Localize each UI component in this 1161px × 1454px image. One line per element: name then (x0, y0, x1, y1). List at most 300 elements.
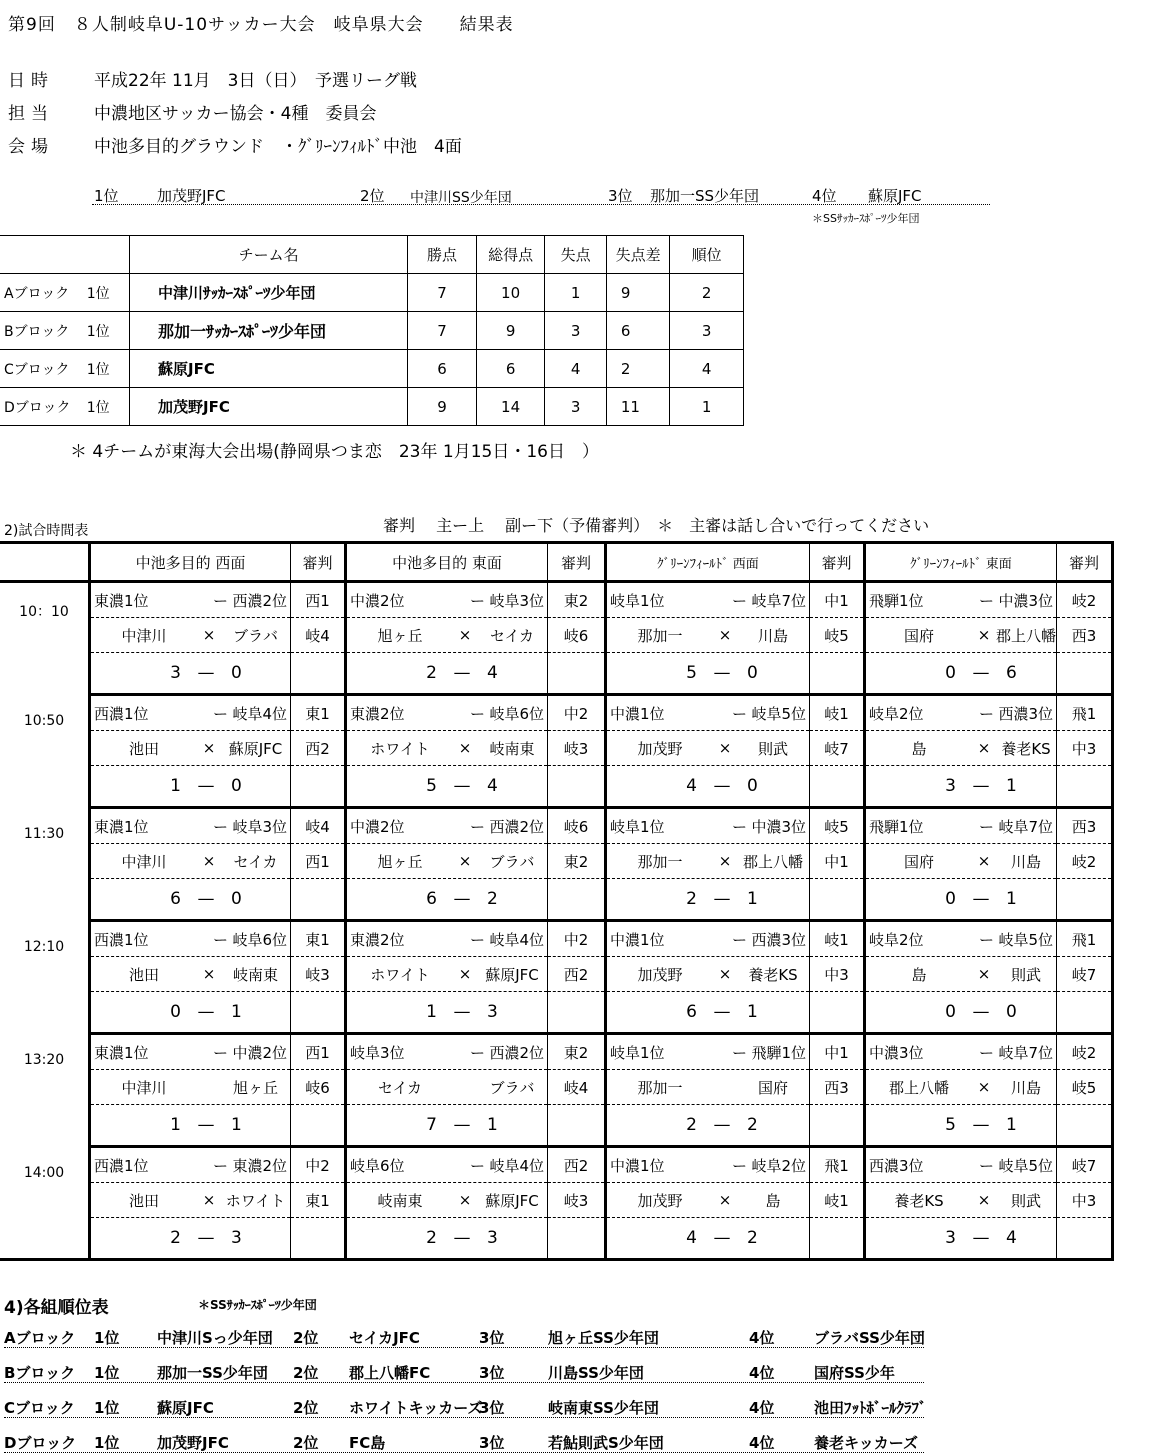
referee-main: 岐5 (810, 808, 865, 844)
match-score (606, 1218, 810, 1260)
score-b: 1 (231, 1115, 242, 1135)
match-seeds (606, 921, 810, 957)
referee-main: 西1 (291, 582, 346, 618)
score-a: 0 (945, 889, 956, 909)
referee-empty (1057, 766, 1113, 808)
header-goal-diff: 失点差 (606, 236, 670, 274)
seed-b: 岐阜6位 (232, 930, 287, 949)
score-b: 0 (747, 776, 758, 796)
seed-b: 中濃2位 (232, 1043, 287, 1062)
versus-mark: × (718, 739, 732, 757)
field-header-2: 中池多目的 東面 (346, 543, 548, 582)
seed-b: 岐阜4位 (232, 704, 287, 723)
score-a: 5 (945, 1115, 956, 1135)
table-row (0, 312, 744, 350)
match-teams (90, 731, 291, 766)
rank-label: 2位 (293, 1399, 319, 1417)
match-score (865, 879, 1057, 921)
match-score (346, 653, 548, 695)
seed-a: 飛騨1位 (869, 817, 924, 836)
match-teams (346, 844, 548, 879)
points: 6 (408, 350, 477, 388)
seed-a: 岐阜3位 (350, 1043, 405, 1062)
versus-dash: ー (212, 817, 228, 836)
goals-for: 6 (476, 350, 545, 388)
team-a: 中津川 (121, 626, 167, 645)
score-dash: — (197, 1228, 215, 1248)
schedule-header-row (0, 543, 1113, 582)
table-row (0, 879, 1113, 921)
slot-time: 13:20 (0, 1034, 90, 1147)
match-teams (865, 1183, 1057, 1218)
versus-dash: ー (978, 704, 994, 723)
match-seeds (346, 695, 548, 731)
referee-sub: 岐3 (548, 731, 606, 766)
table-row (0, 808, 1113, 844)
referee-empty (548, 653, 606, 695)
match-seeds (865, 695, 1057, 731)
table-row (0, 731, 1113, 766)
team-a: ホワイト (370, 739, 430, 758)
block-label: Aブロック (0, 274, 87, 312)
team-name: 養老キッカーズ (814, 1434, 918, 1452)
score-b: 1 (747, 889, 758, 909)
referee-sub: 東2 (548, 844, 606, 879)
team-b: 蘇原JFC (485, 1191, 539, 1210)
team-a: 郡上八幡 (888, 1078, 949, 1097)
referee-main: 東1 (291, 695, 346, 731)
match-teams (865, 957, 1057, 992)
versus-mark: × (718, 965, 732, 983)
versus-mark: × (718, 626, 732, 644)
score-a: 7 (426, 1115, 437, 1135)
info-date-label: 日時 (8, 71, 54, 91)
goals-against: 1 (545, 274, 606, 312)
seed-a: 岐阜1位 (610, 591, 665, 610)
referee-empty (810, 653, 865, 695)
ref-header: 審判 (291, 543, 346, 582)
score-a: 1 (170, 776, 181, 796)
versus-dash: ー (978, 817, 994, 836)
referee-main: 中1 (810, 582, 865, 618)
score-a: 2 (426, 663, 437, 683)
team-name: 川島SS少年団 (548, 1364, 644, 1382)
header-rank: 順位 (670, 236, 744, 274)
versus-dash: ー (978, 1156, 994, 1175)
referee-sub: 岐5 (810, 618, 865, 653)
score-a: 2 (426, 1228, 437, 1248)
match-teams (865, 618, 1057, 653)
dotted-divider (4, 1347, 924, 1348)
score-dash: — (972, 1002, 990, 1022)
team-b: 蘇原JFC (228, 739, 283, 758)
match-seeds (606, 582, 810, 618)
seed-b: 岐阜5位 (998, 1156, 1053, 1175)
score-b: 1 (1006, 889, 1017, 909)
versus-mark: × (718, 852, 732, 870)
match-seeds (90, 582, 291, 618)
score-dash: — (713, 1228, 731, 1248)
standings-row (4, 1432, 964, 1454)
team-a: 加茂野 (637, 739, 683, 758)
seed-a: 東濃2位 (350, 930, 405, 949)
match-teams (346, 731, 548, 766)
block-label: Dブロック (0, 388, 87, 426)
versus-dash: ー (212, 704, 228, 723)
info-venue (8, 132, 462, 157)
goals-for: 14 (476, 388, 545, 426)
referee-main: 飛1 (1057, 921, 1113, 957)
match-teams (346, 618, 548, 653)
score-b: 3 (487, 1228, 498, 1248)
score-a: 0 (945, 663, 956, 683)
score-a: 0 (945, 1002, 956, 1022)
versus-dash: ー (212, 1156, 228, 1175)
referee-main: 中2 (548, 695, 606, 731)
referee-sub: 西2 (291, 731, 346, 766)
score-b: 2 (747, 1115, 758, 1135)
team-a: 養老KS (894, 1191, 944, 1210)
referee-sub: 中1 (810, 844, 865, 879)
seed-b: 西濃3位 (998, 704, 1053, 723)
rank-label: 1位 (94, 1399, 120, 1417)
score-a: 5 (686, 663, 697, 683)
standings-note: ＊SSｻｯｶｰｽﾎﾟｰﾂ少年団 (198, 1298, 317, 1312)
document-title: 第9回 ８人制岐阜U-10サッカー大会 岐阜県大会 結果表 (8, 15, 514, 35)
score-dash: — (972, 776, 990, 796)
rank-label: 1位 (94, 1364, 120, 1382)
goal-diff: 11 (606, 388, 670, 426)
table-row (0, 1147, 1113, 1183)
match-score (90, 879, 291, 921)
team-a: 国府 (903, 852, 934, 871)
score-dash: — (453, 1115, 471, 1135)
seed-b: 中濃3位 (998, 591, 1053, 610)
score-a: 2 (170, 1228, 181, 1248)
referee-main: 東1 (291, 921, 346, 957)
team-b: 岐南東 (489, 739, 535, 758)
team-b: 国府 (757, 1078, 788, 1097)
table-row (0, 844, 1113, 879)
team-a: 池田 (128, 739, 159, 758)
info-organizer-value: 中濃地区サッカー協会・4種 委員会 (94, 104, 377, 124)
match-score (606, 992, 810, 1034)
referee-sub: 岐2 (1057, 844, 1113, 879)
seed-b: 西濃2位 (232, 591, 287, 610)
rank: 2 (670, 274, 744, 312)
goal-diff: 9 (606, 274, 670, 312)
seed-a: 岐阜1位 (610, 1043, 665, 1062)
final-rank-2-label: 2位 (360, 187, 385, 205)
versus-dash: ー (731, 1043, 747, 1062)
team-name: 旭ヶ丘SS少年団 (548, 1329, 659, 1347)
match-seeds (865, 921, 1057, 957)
final-rank-3-label: 3位 (608, 187, 633, 205)
seed-b: 飛騨1位 (751, 1043, 806, 1062)
referee-sub: 岐3 (291, 957, 346, 992)
versus-dash: ー (212, 930, 228, 949)
score-a: 0 (170, 1002, 181, 1022)
final-rank-4-team: 蘇原JFC (868, 187, 922, 205)
team-b: ブラバ (489, 1078, 535, 1097)
rank-label: 2位 (293, 1434, 319, 1452)
info-venue-value: 中池多目的グラウンド ・ｸﾞﾘｰﾝﾌｨﾙﾄﾞ中池 4面 (94, 137, 462, 157)
standing-block: Bブロック (4, 1364, 76, 1382)
team-b: 郡上八幡 (742, 852, 803, 871)
team-name: 加茂野JFC (157, 1434, 229, 1452)
table-header (0, 236, 744, 274)
versus-dash: ー (469, 1156, 485, 1175)
score-b: 0 (231, 889, 242, 909)
score-a: 6 (426, 889, 437, 909)
team-b: 郡上八幡 (996, 626, 1057, 645)
score-dash: — (197, 1002, 215, 1022)
versus-mark: × (202, 739, 216, 757)
team-a: 旭ヶ丘 (377, 852, 423, 871)
match-score (865, 653, 1057, 695)
score-b: 3 (487, 1002, 498, 1022)
team-a: 岐南東 (377, 1191, 423, 1210)
score-b: 2 (747, 1228, 758, 1248)
referee-main: 岐2 (1057, 1034, 1113, 1070)
versus-dash: ー (978, 930, 994, 949)
seed-b: 岐阜4位 (489, 930, 544, 949)
block-label: Bブロック (0, 312, 87, 350)
table-row (0, 1218, 1113, 1260)
match-teams (90, 1183, 291, 1218)
versus-mark: × (458, 739, 472, 757)
versus-dash: ー (469, 704, 485, 723)
header-team-name: チーム名 (130, 236, 408, 274)
tokai-note: ＊ 4チームが東海大会出場(静岡県つま恋 23年 1月15日・16日 ） (70, 442, 599, 462)
versus-dash: ー (731, 930, 747, 949)
score-dash: — (713, 1115, 731, 1135)
referee-empty (1057, 1105, 1113, 1147)
referee-sub: 中3 (1057, 1183, 1113, 1218)
seed-a: 中濃1位 (610, 1156, 665, 1175)
score-b: 4 (1006, 1228, 1017, 1248)
referee-main: 東2 (548, 1034, 606, 1070)
rank-label: 3位 (479, 1364, 505, 1382)
points: 9 (408, 388, 477, 426)
versus-mark: × (977, 965, 991, 983)
seed-b: 岐阜5位 (751, 704, 806, 723)
points: 7 (408, 274, 477, 312)
match-seeds (90, 808, 291, 844)
team-name: FC島 (349, 1434, 386, 1452)
score-dash: — (713, 663, 731, 683)
standing-block: Aブロック (4, 1329, 76, 1347)
match-teams (606, 1070, 810, 1105)
referee-main: 岐1 (810, 921, 865, 957)
standings-title: 4)各組順位表 (4, 1298, 109, 1318)
score-b: 0 (1006, 1002, 1017, 1022)
score-dash: — (972, 663, 990, 683)
referee-sub: 岐5 (1057, 1070, 1113, 1105)
table-row (0, 1105, 1113, 1147)
table-row (0, 1034, 1113, 1070)
team-name: セイカJFC (349, 1329, 420, 1347)
match-score (90, 992, 291, 1034)
referee-main: 岐4 (291, 808, 346, 844)
versus-dash: ー (978, 591, 994, 610)
dotted-divider (92, 204, 990, 205)
match-teams (606, 957, 810, 992)
match-score (865, 1105, 1057, 1147)
score-a: 2 (686, 889, 697, 909)
dotted-divider (4, 1417, 924, 1418)
score-a: 4 (686, 1228, 697, 1248)
seed-b: 岐阜2位 (751, 1156, 806, 1175)
referee-empty (291, 653, 346, 695)
referee-sub: 岐7 (810, 731, 865, 766)
versus-mark: × (977, 739, 991, 757)
team-b: ブラバ (232, 626, 278, 645)
referee-note: 審判 主ー上 副ー下（予備審判） ＊ 主審は話し合いで行ってください (383, 516, 930, 535)
match-seeds (606, 1147, 810, 1183)
match-seeds (90, 695, 291, 731)
team-a: 国府 (903, 626, 934, 645)
match-teams (606, 1183, 810, 1218)
team-a: 加茂野 (637, 1191, 683, 1210)
team-name: 国府SS少年 (814, 1364, 895, 1382)
table-row (0, 766, 1113, 808)
block-winners-table (0, 235, 744, 426)
team-b: 則武 (1010, 965, 1041, 984)
block-position: 1位 (87, 274, 130, 312)
score-dash: — (972, 889, 990, 909)
goals-against: 3 (545, 312, 606, 350)
info-organizer-label: 担当 (8, 104, 54, 124)
team-a: 那加一 (637, 626, 683, 645)
score-b: 1 (1006, 776, 1017, 796)
match-teams (606, 731, 810, 766)
referee-empty (810, 879, 865, 921)
seed-b: 岐阜3位 (232, 817, 287, 836)
referee-empty (810, 1218, 865, 1260)
header-goals-for: 総得点 (476, 236, 545, 274)
score-a: 3 (170, 663, 181, 683)
standing-block: Dブロック (4, 1434, 77, 1452)
empty-header-cell (0, 236, 130, 274)
seed-a: 西濃1位 (94, 1156, 149, 1175)
team-name: ホワイトキッカーズ (349, 1399, 483, 1417)
referee-sub: 西3 (810, 1070, 865, 1105)
team-name: 那加一SS少年団 (157, 1364, 268, 1382)
match-seeds (865, 582, 1057, 618)
seed-a: 東濃1位 (94, 591, 149, 610)
team-b: 島 (765, 1191, 781, 1210)
team-b: セイカ (489, 626, 535, 645)
rank-label: 3位 (479, 1399, 505, 1417)
ref-header: 審判 (548, 543, 606, 582)
rank-label: 4位 (749, 1434, 775, 1452)
match-seeds (606, 695, 810, 731)
final-rank-1-team: 加茂野JFC (157, 187, 226, 205)
match-score (865, 766, 1057, 808)
team-a: 池田 (128, 1191, 159, 1210)
table-row (0, 695, 1113, 731)
block-position: 1位 (87, 312, 130, 350)
score-dash: — (197, 889, 215, 909)
referee-main: 中1 (810, 1034, 865, 1070)
referee-main: 東2 (548, 582, 606, 618)
standings-row (4, 1397, 964, 1419)
referee-main: 飛1 (810, 1147, 865, 1183)
rank-label: 4位 (749, 1329, 775, 1347)
score-b: 1 (1006, 1115, 1017, 1135)
standings-row (4, 1362, 964, 1384)
slot-time: 10:50 (0, 695, 90, 808)
standings-row (4, 1327, 964, 1349)
score-dash: — (197, 776, 215, 796)
versus-mark: × (458, 852, 472, 870)
referee-empty (1057, 992, 1113, 1034)
versus-mark: × (202, 965, 216, 983)
match-score (90, 653, 291, 695)
team-name: 蘇原JFC (157, 1399, 214, 1417)
versus-mark: × (202, 1191, 216, 1209)
seed-a: 東濃1位 (94, 817, 149, 836)
score-b: 0 (231, 776, 242, 796)
seed-a: 岐阜1位 (610, 817, 665, 836)
match-seeds (865, 1147, 1057, 1183)
team-b: 養老KS (748, 965, 798, 984)
seed-b: 岐阜5位 (998, 930, 1053, 949)
slot-time: 14:00 (0, 1147, 90, 1260)
versus-dash: ー (212, 591, 228, 610)
match-seeds (346, 808, 548, 844)
referee-empty (548, 766, 606, 808)
match-seeds (90, 1034, 291, 1070)
referee-empty (810, 766, 865, 808)
referee-main: 岐6 (548, 808, 606, 844)
referee-empty (291, 1105, 346, 1147)
referee-empty (291, 992, 346, 1034)
seed-b: 岐阜7位 (998, 817, 1053, 836)
referee-sub: 岐4 (291, 618, 346, 653)
team-a: 那加一 (637, 1078, 683, 1097)
team-name: 池田ﾌｯﾄﾎﾞｰﾙｸﾗﾌﾞ (814, 1399, 927, 1417)
versus-dash: ー (212, 1043, 228, 1062)
score-a: 2 (686, 1115, 697, 1135)
referee-main: 岐7 (1057, 1147, 1113, 1183)
referee-sub: 岐1 (810, 1183, 865, 1218)
match-score (346, 766, 548, 808)
seed-a: 中濃2位 (350, 591, 405, 610)
team-name: 中津川ｻｯｶｰｽﾎﾟｰﾂ少年団 (130, 274, 408, 312)
referee-empty (1057, 879, 1113, 921)
field-header-4: ｸﾞﾘｰﾝﾌｨｰﾙﾄﾞ 東面 (865, 543, 1057, 582)
team-a: 那加一 (637, 852, 683, 871)
referee-empty (548, 1218, 606, 1260)
score-a: 6 (170, 889, 181, 909)
match-score (606, 1105, 810, 1147)
match-seeds (606, 1034, 810, 1070)
referee-sub: 岐6 (291, 1070, 346, 1105)
score-dash: — (197, 1115, 215, 1135)
team-b: 川島 (757, 626, 788, 645)
match-score (606, 879, 810, 921)
seed-a: 西濃1位 (94, 704, 149, 723)
info-date (8, 66, 417, 91)
rank-label: 1位 (94, 1329, 120, 1347)
team-b: 岐南東 (232, 965, 278, 984)
versus-mark: × (458, 1191, 472, 1209)
team-name: 加茂野JFC (130, 388, 408, 426)
team-b: 則武 (1010, 1191, 1041, 1210)
block-position: 1位 (87, 350, 130, 388)
